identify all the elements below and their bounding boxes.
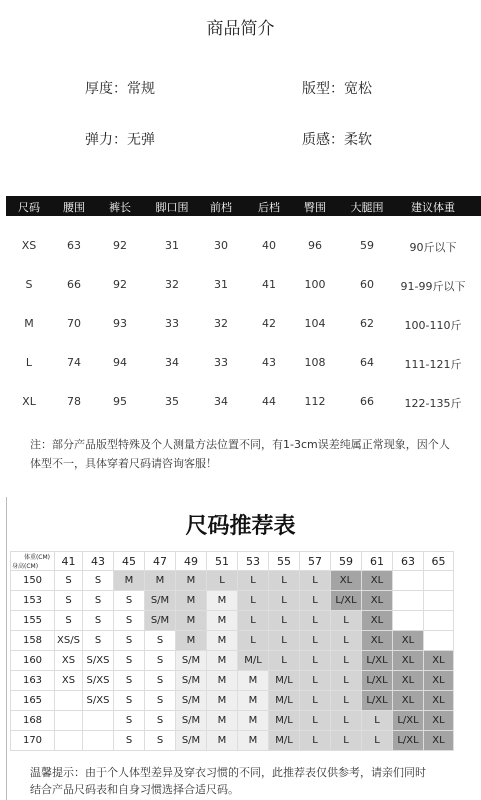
size-table-cell: 66 — [360, 395, 374, 408]
size-recommend-cell: XS — [55, 651, 83, 671]
header-cell: 大腿围 — [350, 201, 384, 214]
size-recommend-cell: L — [300, 711, 331, 731]
note-line: 体型不一，具体穿着尺码请咨询客服！ — [30, 457, 217, 470]
size-recommend-cell: L/XL — [362, 651, 393, 671]
weight-header-cell: 53 — [238, 552, 269, 571]
size-table-cell: 122-135斤 — [404, 397, 462, 410]
size-table-cell: 64 — [360, 356, 374, 369]
recommend-tip — [30, 764, 470, 798]
size-recommend-cell: M — [207, 691, 238, 711]
size-table-cell: 31 — [214, 278, 228, 291]
size-recommend-cell: L/XL — [362, 671, 393, 691]
divider — [6, 497, 7, 800]
size-recommend-cell: XL — [362, 591, 393, 611]
size-recommend-cell: XL — [393, 651, 424, 671]
corner-cell — [11, 552, 55, 571]
size-recommend-cell — [424, 571, 454, 591]
size-recommend-cell: L — [331, 651, 362, 671]
height-cell: 160 — [11, 651, 55, 671]
size-table-cell: L — [25, 356, 33, 369]
size-table-cell: 108 — [304, 356, 326, 369]
size-table-cell: 92 — [113, 278, 127, 291]
size-recommend-cell: L — [207, 571, 238, 591]
size-recommend-cell: M — [207, 611, 238, 631]
thickness-label: 厚度：常规 — [85, 81, 155, 97]
size-recommend-cell: XL — [424, 651, 454, 671]
size-recommend-cell: L/XL — [393, 731, 424, 751]
size-table-cell: 42 — [262, 317, 276, 330]
size-recommend-cell: S — [114, 671, 145, 691]
size-recommend-cell: S — [114, 591, 145, 611]
header-cell: 臀围 — [304, 201, 326, 214]
size-recommend-cell: L — [269, 631, 300, 651]
size-recommend-cell: M — [207, 631, 238, 651]
size-recommend-cell: M — [238, 671, 269, 691]
size-recommend-cell: L/XL — [331, 591, 362, 611]
size-recommend-cell: M — [114, 571, 145, 591]
weight-header-cell: 45 — [114, 552, 145, 571]
weight-header-cell: 63 — [393, 552, 424, 571]
size-recommend-cell: M/L — [238, 651, 269, 671]
size-recommend-cell: M — [176, 571, 207, 591]
recommend-row — [11, 731, 454, 751]
size-table-cell: 95 — [113, 395, 127, 408]
recommend-row — [11, 631, 454, 651]
size-recommend-cell — [55, 691, 83, 711]
size-recommend-cell: S/M — [176, 651, 207, 671]
size-table-cell: 100-110斤 — [404, 319, 462, 332]
header-cell: 建议体重 — [411, 201, 455, 214]
size-table-cell: 100 — [304, 278, 326, 291]
weight-header-cell: 51 — [207, 552, 238, 571]
size-table-cell: 112 — [304, 395, 326, 408]
size-recommend-cell: XL — [393, 631, 424, 651]
height-cell: 168 — [11, 711, 55, 731]
size-table-cell: 63 — [67, 239, 81, 252]
size-table-row — [6, 392, 481, 412]
size-recommend-cell: L — [331, 731, 362, 751]
size-table-cell: 34 — [165, 356, 179, 369]
height-axis-label: 身高(CM) — [12, 563, 39, 570]
size-recommend-cell: L — [362, 711, 393, 731]
size-table-cell: 41 — [262, 278, 276, 291]
size-table-cell: 104 — [304, 317, 326, 330]
size-recommend-cell: L — [238, 631, 269, 651]
size-recommend-cell: L — [238, 591, 269, 611]
size-recommend-cell: S/M — [176, 711, 207, 731]
size-recommend-cell: S — [145, 671, 176, 691]
size-recommend-cell: S/M — [176, 731, 207, 751]
header-cell: 腰围 — [63, 201, 85, 214]
size-recommend-cell — [83, 731, 114, 751]
size-recommend-cell: XL — [424, 671, 454, 691]
size-recommend-cell: S — [145, 631, 176, 651]
size-recommend-cell: S — [114, 711, 145, 731]
stretch-label: 弹力：无弹 — [85, 132, 155, 148]
size-recommend-cell: L/XL — [362, 691, 393, 711]
size-recommend-cell: L — [362, 731, 393, 751]
weight-header-cell: 59 — [331, 552, 362, 571]
weight-header-cell: 47 — [145, 552, 176, 571]
size-table-header — [6, 196, 481, 216]
size-recommend-cell: XL — [393, 671, 424, 691]
height-cell: 158 — [11, 631, 55, 651]
recommend-header-row — [11, 552, 454, 571]
size-table-cell: 74 — [67, 356, 81, 369]
size-recommend-cell: L — [300, 691, 331, 711]
size-table-cell: 92 — [113, 239, 127, 252]
size-recommend-cell: M/L — [269, 731, 300, 751]
height-cell: 163 — [11, 671, 55, 691]
size-table-cell: 32 — [165, 278, 179, 291]
size-table-cell: 70 — [67, 317, 81, 330]
size-recommend-cell: M — [207, 731, 238, 751]
size-recommend-cell: M — [207, 711, 238, 731]
size-recommend-cell: S — [83, 631, 114, 651]
size-table-cell: 34 — [214, 395, 228, 408]
weight-header-cell: 57 — [300, 552, 331, 571]
height-cell: 155 — [11, 611, 55, 631]
recommend-row — [11, 711, 454, 731]
header-cell: 尺码 — [18, 201, 40, 214]
size-recommend-cell: S — [55, 591, 83, 611]
size-table-cell: XL — [22, 395, 36, 408]
size-table-cell: S — [25, 278, 33, 291]
size-recommend-cell — [393, 591, 424, 611]
size-table-cell: 93 — [113, 317, 127, 330]
size-table-cell: 59 — [360, 239, 374, 252]
size-recommend-cell: L — [300, 571, 331, 591]
recommend-row — [11, 571, 454, 591]
size-recommend-cell: S — [114, 611, 145, 631]
weight-header-cell: 65 — [424, 552, 454, 571]
size-recommend-cell: M/L — [269, 671, 300, 691]
size-table-cell: 43 — [262, 356, 276, 369]
recommend-row — [11, 691, 454, 711]
size-recommend-cell: M — [238, 731, 269, 751]
size-recommend-cell: S/M — [145, 611, 176, 631]
size-recommend-cell — [393, 571, 424, 591]
size-table-cell: 111-121斤 — [404, 358, 462, 371]
note-line: 注：部分产品版型特殊及个人测量方法位置不同，有1-3cm误差纯属正常现象，因个人 — [30, 438, 450, 451]
size-recommend-cell: S — [145, 651, 176, 671]
size-table-row — [6, 236, 481, 256]
size-recommend-cell — [83, 711, 114, 731]
size-recommend-cell: XL — [362, 571, 393, 591]
size-table-cell: 66 — [67, 278, 81, 291]
height-cell: 165 — [11, 691, 55, 711]
size-recommend-cell: S — [83, 571, 114, 591]
size-recommend-cell: M/L — [269, 691, 300, 711]
size-recommend-cell: XL — [424, 711, 454, 731]
size-recommend-cell — [424, 591, 454, 611]
size-note — [30, 435, 470, 473]
size-recommend-cell: M — [238, 711, 269, 731]
size-recommend-cell: S — [55, 611, 83, 631]
texture-label: 质感：柔软 — [302, 132, 372, 148]
weight-header-cell: 43 — [83, 552, 114, 571]
size-recommend-cell: L — [269, 651, 300, 671]
size-recommend-cell: S/XS — [83, 671, 114, 691]
size-table-row — [6, 314, 481, 334]
header-cell: 前档 — [210, 201, 232, 214]
weight-axis-label: 体重(CM) — [23, 554, 50, 561]
size-recommend-cell: L — [269, 571, 300, 591]
size-table-cell: 40 — [262, 239, 276, 252]
size-recommend-cell: XL — [331, 571, 362, 591]
height-cell: 150 — [11, 571, 55, 591]
size-recommend-cell — [393, 611, 424, 631]
tip-line: 温馨提示：由于个人体型差异及穿衣习惯的不同，此推荐表仅供参考，请亲们同时 — [30, 766, 426, 779]
size-recommend-cell: L — [238, 571, 269, 591]
size-recommend-cell: S — [114, 731, 145, 751]
size-recommend-cell: M — [176, 631, 207, 651]
size-table-cell: 91-99斤以下 — [400, 280, 466, 293]
size-recommend-cell: S/XS — [83, 651, 114, 671]
fit-label: 版型：宽松 — [302, 81, 372, 97]
size-table-cell: 33 — [214, 356, 228, 369]
size-table-cell: 32 — [214, 317, 228, 330]
weight-header-cell: 55 — [269, 552, 300, 571]
size-recommend-cell: XS/S — [55, 631, 83, 651]
size-table-cell: 90斤以下 — [409, 241, 457, 254]
weight-header-cell: 61 — [362, 552, 393, 571]
size-table-cell: 96 — [308, 239, 322, 252]
size-recommend-cell: L — [300, 631, 331, 651]
size-table-cell: 44 — [262, 395, 276, 408]
size-recommend-cell: L — [331, 711, 362, 731]
size-recommend-cell: L — [300, 611, 331, 631]
size-recommend-cell: S — [145, 731, 176, 751]
size-table-cell: XS — [21, 239, 37, 252]
recommend-title: 尺码推荐表 — [185, 514, 296, 539]
size-recommend-cell: L — [300, 671, 331, 691]
size-recommend-cell: S/M — [145, 591, 176, 611]
size-recommend-cell: M — [176, 611, 207, 631]
height-cell: 153 — [11, 591, 55, 611]
size-table-cell: 30 — [214, 239, 228, 252]
size-recommend-cell: S/M — [176, 691, 207, 711]
size-recommend-cell: XL — [362, 631, 393, 651]
height-cell: 170 — [11, 731, 55, 751]
recommend-row — [11, 611, 454, 631]
section-title: 商品简介 — [206, 19, 275, 39]
size-recommend-cell: S/M — [176, 671, 207, 691]
size-recommend-cell: M — [207, 651, 238, 671]
size-recommend-cell: L — [331, 611, 362, 631]
size-recommend-cell: S — [83, 591, 114, 611]
size-recommend-cell: S — [83, 611, 114, 631]
size-recommend-cell: M — [207, 671, 238, 691]
size-recommend-cell: S/XS — [83, 691, 114, 711]
size-table-cell: 94 — [113, 356, 127, 369]
size-recommend-cell — [55, 711, 83, 731]
size-recommend-cell: XL — [424, 691, 454, 711]
size-recommend-cell: S — [114, 691, 145, 711]
size-recommend-cell: M/L — [269, 711, 300, 731]
size-recommend-cell: L — [300, 731, 331, 751]
header-cell: 后档 — [258, 201, 280, 214]
size-recommend-cell: L — [331, 631, 362, 651]
size-recommend-cell: S — [145, 711, 176, 731]
size-table-cell: 33 — [165, 317, 179, 330]
size-table-cell: 35 — [165, 395, 179, 408]
size-recommend-cell: M — [238, 691, 269, 711]
size-recommend-cell — [424, 631, 454, 651]
size-recommend-cell: M — [176, 591, 207, 611]
size-recommend-cell: S — [55, 571, 83, 591]
size-recommend-cell: S — [114, 631, 145, 651]
size-recommend-cell: XL — [424, 731, 454, 751]
recommend-row — [11, 591, 454, 611]
size-table-cell: 62 — [360, 317, 374, 330]
size-recommend-cell: L — [269, 611, 300, 631]
size-recommend-cell — [55, 731, 83, 751]
size-recommend-cell: L — [331, 691, 362, 711]
weight-header-cell: 41 — [55, 552, 83, 571]
size-recommend-cell: L — [331, 671, 362, 691]
size-recommend-cell: XL — [393, 691, 424, 711]
header-cell: 脚口围 — [155, 201, 189, 214]
size-recommend-cell: S — [145, 691, 176, 711]
size-table-cell: 31 — [165, 239, 179, 252]
recommend-row — [11, 671, 454, 691]
size-recommend-cell: S — [114, 651, 145, 671]
size-recommend-cell: L — [269, 591, 300, 611]
size-table-row — [6, 353, 481, 373]
recommend-table — [10, 551, 454, 751]
size-recommend-cell — [424, 611, 454, 631]
size-table-cell: M — [24, 317, 34, 330]
size-table-cell: 60 — [360, 278, 374, 291]
size-table-row — [6, 275, 481, 295]
size-recommend-cell: L — [300, 591, 331, 611]
size-recommend-cell: M — [207, 591, 238, 611]
weight-header-cell: 49 — [176, 552, 207, 571]
size-table-cell: 78 — [67, 395, 81, 408]
tip-line: 结合产品尺码表和自身习惯选择合适尺码。 — [30, 783, 239, 796]
recommend-row — [11, 651, 454, 671]
size-recommend-cell: L/XL — [393, 711, 424, 731]
size-recommend-cell: XL — [362, 611, 393, 631]
size-recommend-cell: XS — [55, 671, 83, 691]
header-cell: 裤长 — [109, 201, 131, 214]
size-recommend-cell: M — [145, 571, 176, 591]
size-recommend-cell: L — [238, 611, 269, 631]
size-recommend-cell: L — [300, 651, 331, 671]
